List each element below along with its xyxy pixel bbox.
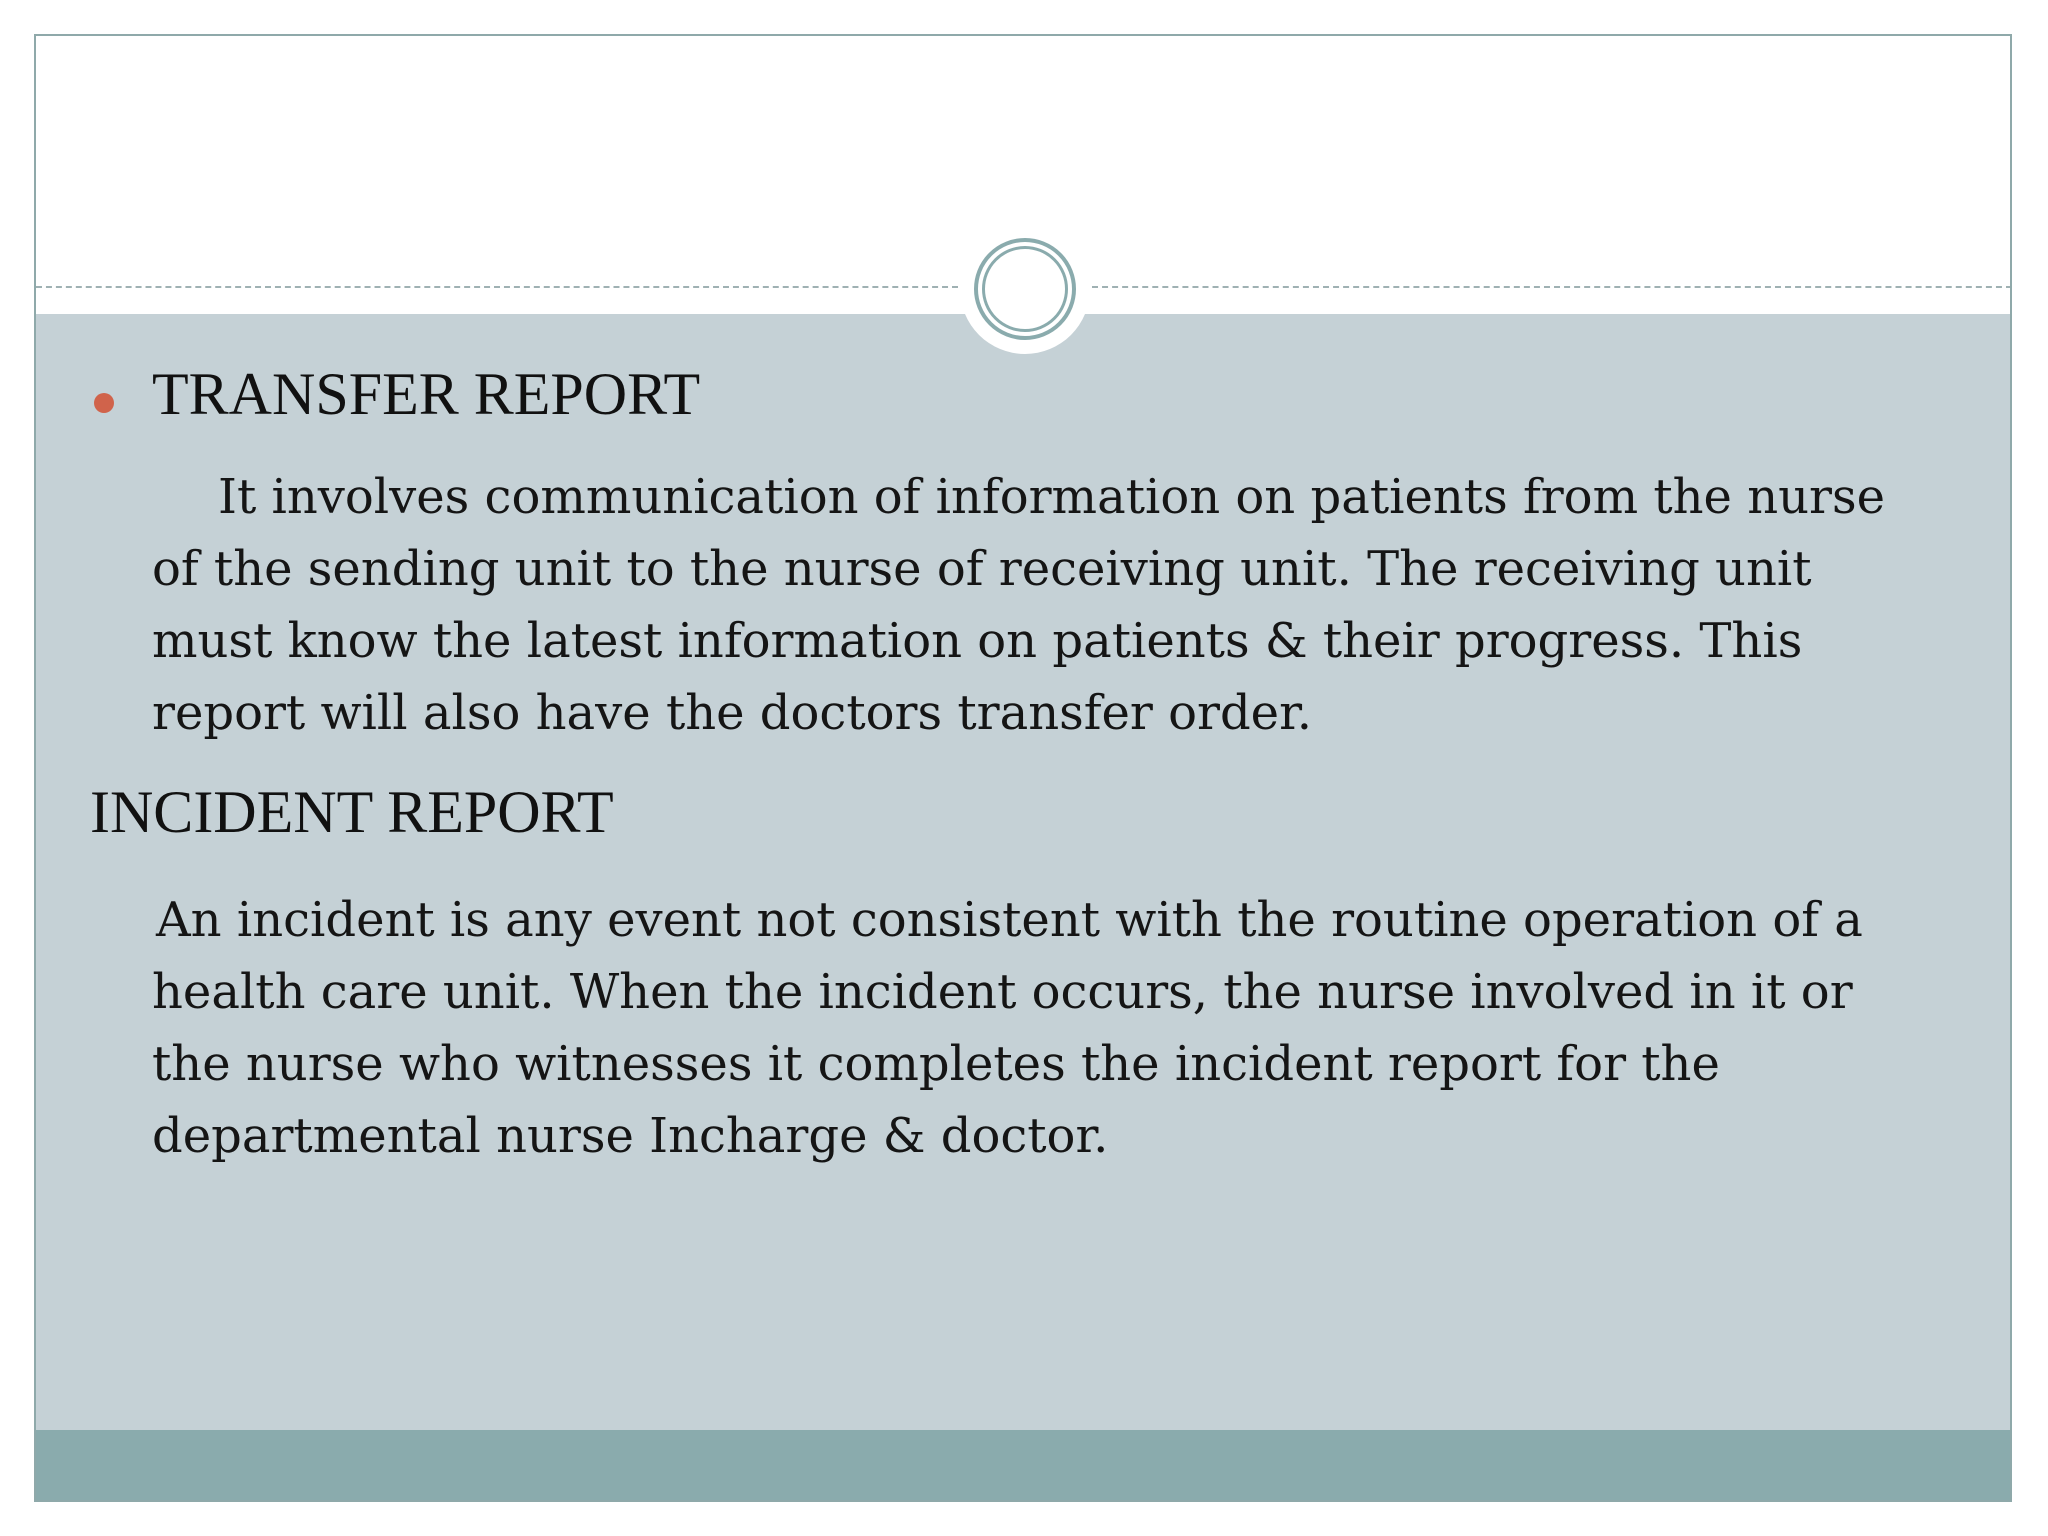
transfer-report-line: of the sending unit to the nurse of receiving unit. The receiving unit — [152, 541, 1812, 597]
transfer-report-body — [152, 461, 1992, 749]
header-divider-right — [1092, 286, 2012, 288]
incident-report-line: An incident is any event not consistent with the routine operation of a — [156, 892, 1863, 948]
round-bullet-icon — [94, 393, 114, 413]
transfer-report-line: report will also have the doctors transfer order. — [152, 685, 1313, 741]
double-ring-icon — [960, 224, 1090, 354]
ring-inner — [982, 246, 1068, 332]
incident-report-line: the nurse who witnesses it completes the incident report for the — [152, 1036, 1720, 1092]
incident-report-heading: INCIDENT REPORT — [90, 779, 614, 845]
slide-footer-band — [36, 1430, 2010, 1500]
transfer-report-line: It involves communication of information on patients from the nurse — [218, 469, 1886, 525]
incident-report-body — [152, 884, 1992, 1172]
transfer-report-line: must know the latest information on patients & their progress. This — [152, 613, 1803, 669]
header-divider-left — [36, 286, 958, 288]
slide — [34, 34, 2012, 1502]
transfer-report-heading: TRANSFER REPORT — [152, 361, 701, 427]
incident-report-line: health care unit. When the incident occurs, the nurse involved in it or — [152, 964, 1853, 1020]
incident-report-line: departmental nurse Incharge & doctor. — [152, 1108, 1109, 1164]
